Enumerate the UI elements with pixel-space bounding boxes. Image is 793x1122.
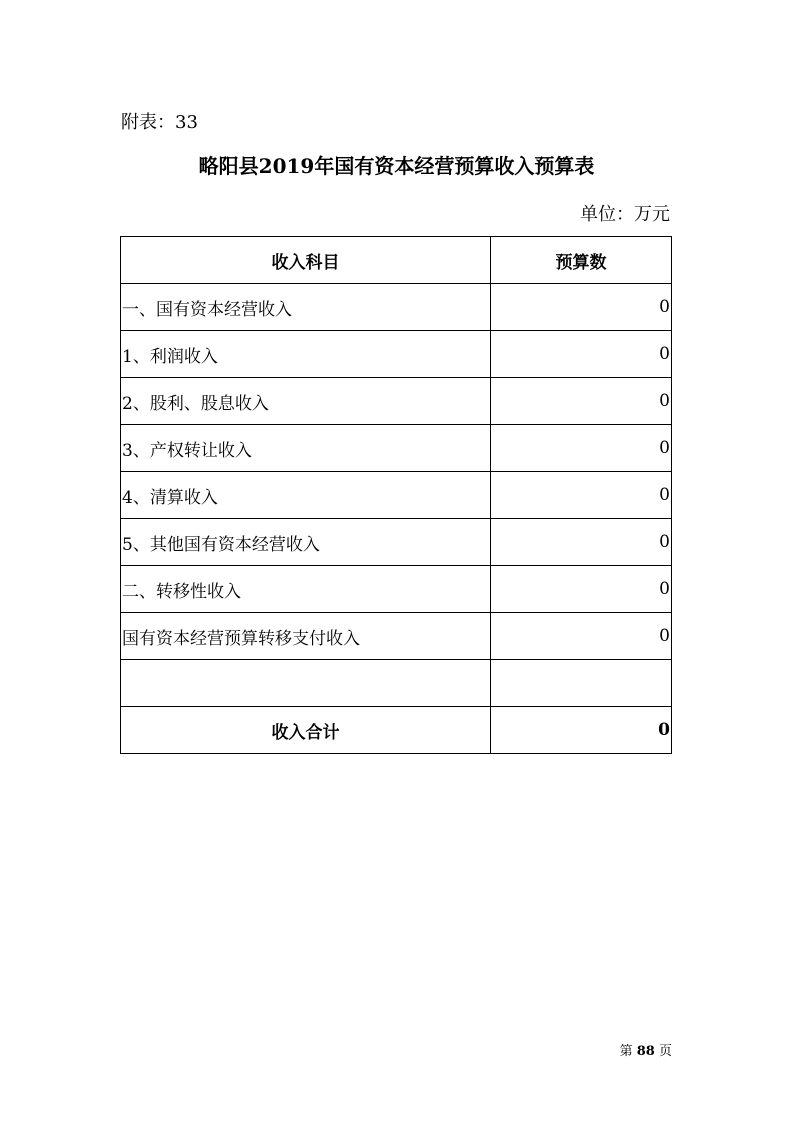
row-item: 4、清算收入 — [121, 472, 491, 519]
table-row — [121, 284, 672, 331]
page-value: 88 — [636, 1044, 655, 1059]
total-amount: 0 — [491, 707, 672, 754]
row-item: 1、利润收入 — [121, 331, 491, 378]
table-row — [121, 519, 672, 566]
row-item: 一、国有资本经营收入 — [121, 284, 491, 331]
row-amount: 0 — [491, 284, 672, 331]
document-title: 略阳县2019年国有资本经营预算收入预算表 — [198, 154, 595, 178]
row-amount: 0 — [491, 613, 672, 660]
page-suffix: 页 — [658, 1044, 672, 1059]
row-item: 3、产权转让收入 — [121, 425, 491, 472]
row-item: 国有资本经营预算转移支付收入 — [121, 613, 491, 660]
header-item: 收入科目 — [121, 237, 491, 284]
total-label: 收入合计 — [121, 707, 491, 754]
row-item — [121, 660, 491, 707]
row-amount: 0 — [491, 331, 672, 378]
table-row — [121, 425, 672, 472]
row-item: 二、转移性收入 — [121, 566, 491, 613]
total-row — [121, 707, 672, 754]
page-prefix: 第 — [619, 1044, 633, 1059]
row-amount: 0 — [491, 472, 672, 519]
unit-label: 单位：万元 — [580, 204, 670, 225]
annex-label: 附表：33 — [121, 112, 198, 133]
row-amount: 0 — [491, 378, 672, 425]
budget-table — [120, 236, 672, 754]
row-amount: 0 — [491, 425, 672, 472]
table-row — [121, 472, 672, 519]
row-item: 5、其他国有资本经营收入 — [121, 519, 491, 566]
row-item: 2、股利、股息收入 — [121, 378, 491, 425]
table-row — [121, 613, 672, 660]
row-amount: 0 — [491, 566, 672, 613]
table-row — [121, 378, 672, 425]
table-row — [121, 566, 672, 613]
page-number — [0, 1040, 793, 1059]
table-row — [121, 331, 672, 378]
header-amount: 预算数 — [491, 237, 672, 284]
table-row-empty — [121, 660, 672, 707]
row-amount — [491, 660, 672, 707]
row-amount: 0 — [491, 519, 672, 566]
table-header-row — [121, 237, 672, 284]
